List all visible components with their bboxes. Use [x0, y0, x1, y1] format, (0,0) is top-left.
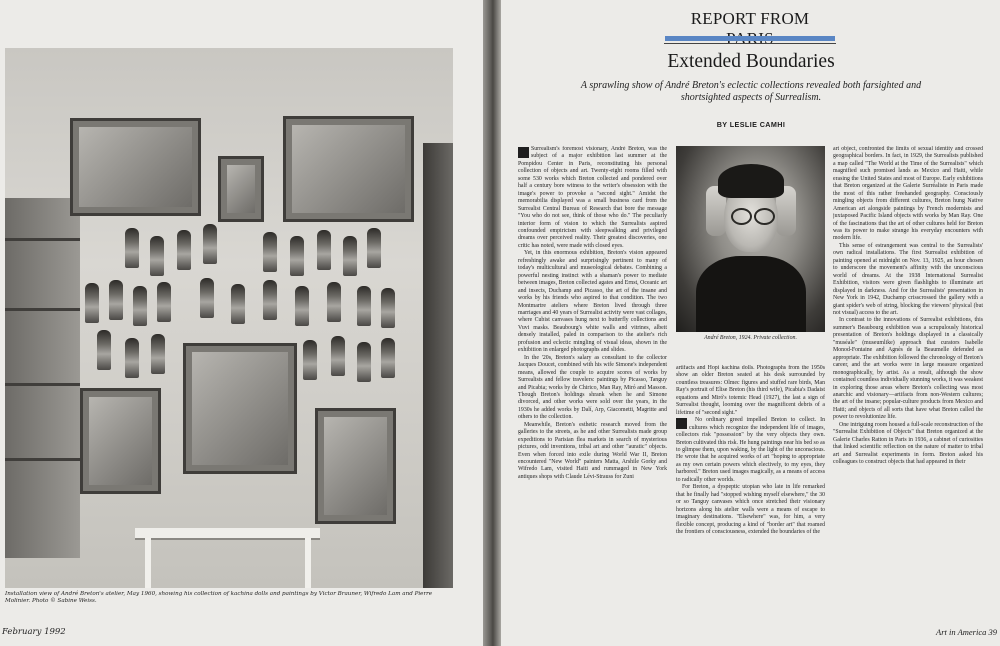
painting-bottom-right — [315, 408, 396, 524]
kachina-doll — [317, 230, 331, 270]
kachina-doll — [133, 286, 147, 326]
paragraph: In contrast to the innovations of Surrealist exhibitions, this summer's Beaubourg exhibition was a scrupulously historical presentation of Breton's holdings displayed in a classically "muséale" (museumlike) approach that curators Isabelle Monod-Fontaine and Agnès de la Beaumelle defended as appropriate. The exhibition followed the chronology of Breton's career, and the art works were in large measure organized monographically, by artist. As a result, although the show contained countless individually stunning works, it was weakest in exploring those areas where Breton's collecting was most anarchic and visionary—artifacts from non-Western cultures; the art of the insane; popular-culture products from Mexico and Haiti; and objects of all sorts that have what Breton called the power to revolutionize life. — [833, 317, 983, 421]
doorframe — [423, 143, 453, 588]
table-leg — [145, 538, 151, 588]
kachina-doll — [303, 340, 317, 380]
glasses-lens-left — [731, 208, 752, 225]
kachina-doll — [177, 230, 191, 270]
kachina-doll — [263, 280, 277, 320]
drop-cap-block — [676, 418, 687, 429]
folio-left: February 1992 — [2, 627, 66, 637]
kachina-doll — [263, 232, 277, 272]
table-leg — [305, 538, 311, 588]
kachina-doll — [331, 336, 345, 376]
kachina-doll — [97, 330, 111, 370]
right-page — [501, 0, 1000, 646]
paragraph: Meanwhile, Breton's esthetic research moved from the galleries to the streets, as he and other Surrealists made group expeditions to Parisian flea markets in search of mysterious pictures, odd inventions, tribal art and other "auratic" objects. Even when forced into exile during World War II, Breton encountered "New World" painters Matta, Arshile Gorky and Wifredo Lam, visited Haiti and rummaged in New York antiques shops with Claude Lévi-Strauss for Zuni — [518, 421, 667, 480]
kachina-doll — [290, 236, 304, 276]
kachina-doll — [150, 236, 164, 276]
kachina-doll — [327, 282, 341, 322]
atelier-photo — [5, 48, 453, 588]
kachina-doll — [125, 338, 139, 378]
portrait-coat — [696, 256, 806, 332]
page-gutter — [483, 0, 501, 646]
section-header: REPORT FROM — [690, 9, 810, 28]
glasses-lens-right — [754, 208, 775, 225]
paragraph: One intriguing room housed a full-scale reconstruction of the "Surrealist Exhibition of Objects" that Breton organized at the Galerie Charles Ratton in Paris in 1936, a cabinet of curiosities that linked scientific reflection on the nature of matter to tribal art and Surrealist experiments in form. Breton asked his colleagues to construct objects that had appeared in their — [833, 421, 983, 466]
body-column-2 — [676, 365, 825, 631]
kachina-doll — [343, 236, 357, 276]
kachina-doll — [157, 282, 171, 322]
paragraph: For Breton, a dyspeptic utopian who late in life remarked that he finally had "stopped wishing myself elsewhere," the 30 or so Tanguy canvases which once stretched their visionary horizons along his atelier walls were a means of escape to imaginary destinations. "Elsewhere" was, for him, a very flexible concept, producing a kind of "border art" that roamed the frontiers of consciousness, extended the boundaries of the — [676, 484, 825, 535]
photo-caption: Installation view of André Breton's atelier, May 1960, showing his collection of kachina dolls and paintings by Victor Brauner, Wifredo Lam and Pierre Molinier. Photo © Sabine Weiss. — [5, 591, 433, 605]
painting-center — [183, 343, 297, 474]
header-rule — [665, 36, 835, 41]
kachina-doll — [151, 334, 165, 374]
bookshelf — [5, 198, 80, 558]
kachina-doll — [381, 338, 395, 378]
paragraph: art object, confronted the limits of sexual identity and crossed geographical borders. In fact, in 1929, the Surrealists published a map called "The World at the Time of the Surrealists" which magnified such promised lands as Mexico and Haiti, while erasing the United States and most of Europe. Early exhibitions that Breton organized at the Galerie Surréaliste in Paris made the most of this rather freehanded geography. Consciously mingling objects from different cultures, Breton hung Native American art alongside paintings by French modernists and juxtaposed Pacific Island objects with works by Man Ray. One of the fascinations that the art of other cultures held for Breton was its power to make strange his everyday encounters with modern life. — [833, 146, 983, 242]
painting-top-right — [283, 116, 414, 222]
kachina-doll — [203, 224, 217, 264]
painting-bottom-left — [80, 388, 161, 494]
paragraph: In the '20s, Breton's salary as consultant to the collector Jacques Doucet, combined with his wife Simone's independent means, allowed the couple to acquire scores of works by Surrealists and fellow travelers: paintings by Picasso, Tanguy and Picabia; works by de Chirico, Man Ray, Miró and Masson. Though Breton's holdings shrank when he and Simone divorced, and other works were sold over the years, in the 1930s he added works by Dalí, Arp, Giacometti, Magritte and others to the collection. — [518, 354, 667, 421]
kachina-doll — [367, 228, 381, 268]
article-subtitle: A sprawling show of André Breton's eclectic collections revealed both farsighted and shortsighted aspects of Surrealism. — [580, 80, 922, 103]
paragraph: This sense of estrangement was central to the Surrealists' own radical installations. The first Surrealist exhibition of painting opened at midnight on Nov. 13, 1925, an hour chosen to underscore the movement's affinity with the unconscious world of dreams. At the 1938 International Surrealist Exhibition, visitors were given flashlights to illuminate art displayed in darkness. And for the Surrealists' presentation in New York in 1942, Duchamp crisscrossed the gallery with a giant spider's web of string, blocking the viewers' physical (but not visual) access to the art. — [833, 242, 983, 316]
paragraph: No ordinary greed impelled Breton to collect. In cultures which recognize the independent life of images, collectors risk "possession" by the very objects they own. Breton cultivated this risk. He hung paintings near his bed so as to glimpse them, upon waking, by the light of the unconscious. He wrote that he acquired works of art "hoping to appropriate as my own certain powers which electively, to my eyes, they harbored." Breton used images magically, as a means of access to radically other worlds. — [676, 417, 825, 483]
kachina-doll — [125, 228, 139, 268]
table — [135, 528, 320, 540]
kachina-doll — [295, 286, 309, 326]
mask-top — [218, 156, 264, 222]
folio-right: Art in America 39 — [936, 627, 997, 637]
header-thin-rule — [664, 43, 836, 44]
paragraph: Yet, in this enormous exhibition, Breton's vision appeared refreshingly awake and surprisingly pertinent to many of today's multicultural and museological debates. Combining a powerful nesting instinct with a shaman's power to mediate between images, Breton collected agates and Ernst, Oceanic art and insects, Duchamp and Picasso, the art of the insane and works by his friends who aspired to that condition. The two Montmartre ateliers where Breton lived through three marriages and 40 years of Surrealist activity were vast collages, where Cubist canvases hung next to butterfly collections and Vuvi masks. Beaubourg's white walls and vitrines, albeit densely installed, paled in comparison to the atelier's rich profusion and eclectic mingling of visual ideas, shown in the exhibition in enlarged photographs and slides. — [518, 250, 667, 354]
portrait-caption: André Breton, 1924. Private collection. — [704, 335, 797, 341]
article-title: Extended Boundaries — [667, 51, 835, 72]
painting-top-left — [70, 118, 201, 216]
left-page — [0, 0, 483, 646]
breton-portrait — [676, 146, 825, 332]
kachina-doll — [109, 280, 123, 320]
kachina-doll — [381, 288, 395, 328]
kachina-doll — [231, 284, 245, 324]
paragraph: artifacts and Hopi kachina dolls. Photographs from the 1950s show an older Breton seated at his desk surrounded by countless treasures: Olmec figures and stuffed rare birds, Man Ray's portrait of Elise Breton (his third wife), Picabia's Dadaist equations and Miró's totemic Head (1927), the last a sign of Surrealist thought, looming over the magnificent debris of a lifetime of "second sight." — [676, 365, 825, 416]
portrait-hair — [718, 164, 784, 198]
kachina-doll — [85, 283, 99, 323]
drop-cap-block — [518, 147, 529, 158]
kachina-doll — [200, 278, 214, 318]
body-column-1 — [518, 146, 667, 631]
byline: BY LESLIE CAMHI — [716, 120, 786, 129]
paragraph: Surrealism's foremost visionary, André Breton, was the subject of a major exhibition last summer at the Pompidou Center in Paris, reconstituting his personal collection of objects and art. Twenty-eight rooms filled with some 530 works which Breton collected and pondered over half a century bore witness to the writer's obsession with the image's power to provoke a "second sight." Amidst the memorabilia displayed was a small business card from the Surrealist Central Bureau of Research that bore the message "You who do not see, think of those who do." The peculiarly interior form of vision to which the Surrealists aspired confounded empiricism with sleepwalking and privileged dreams over perceived reality. Their greatest discoveries, one critic has noted, were made with closed eyes. — [518, 146, 667, 249]
body-column-3 — [833, 146, 983, 631]
kachina-doll — [357, 286, 371, 326]
kachina-doll — [357, 342, 371, 382]
